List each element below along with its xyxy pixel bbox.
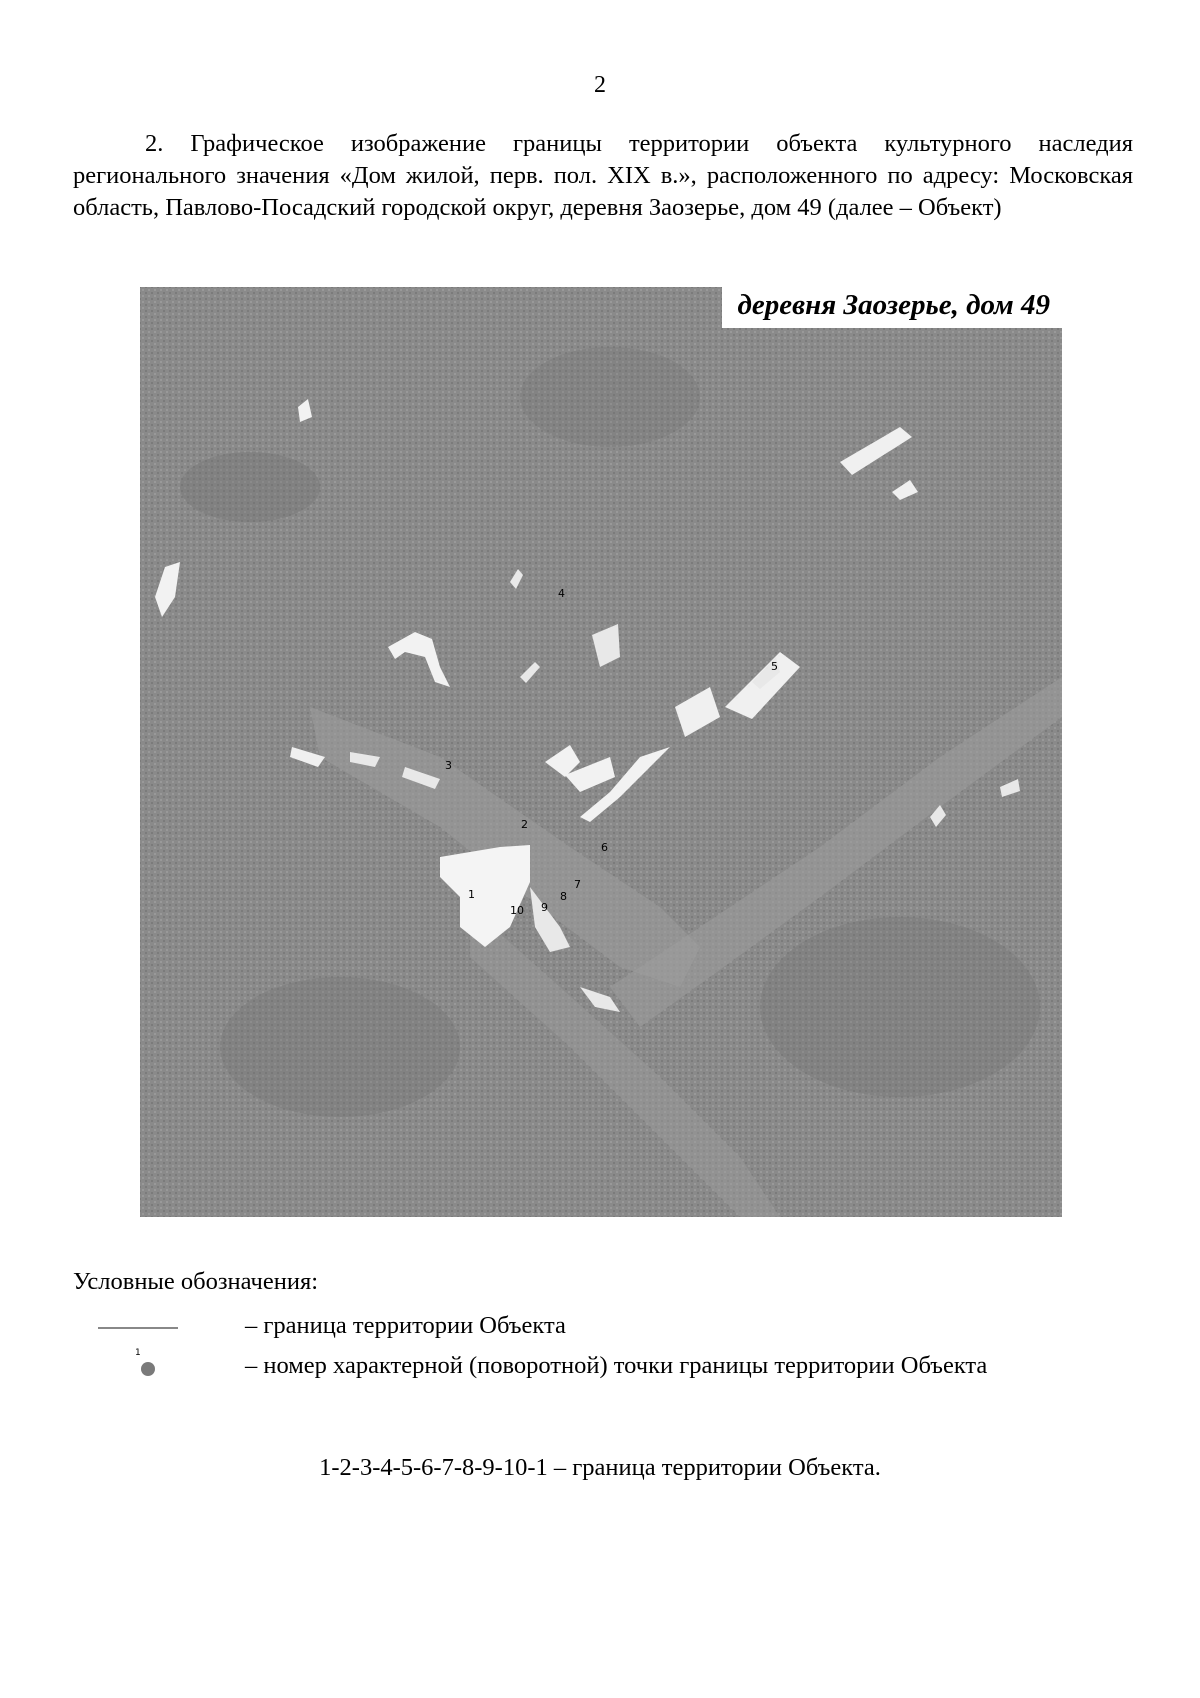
boundary-point-5: 5 bbox=[771, 660, 778, 673]
boundary-point-3: 3 bbox=[445, 759, 452, 772]
aerial-map bbox=[140, 287, 1062, 1217]
boundary-point-9: 9 bbox=[541, 901, 548, 914]
boundary-summary: 1-2-3-4-5-6-7-8-9-10-1 – граница территории Объекта. bbox=[319, 1454, 881, 1481]
page-number: 2 bbox=[594, 72, 606, 98]
boundary-point-6: 6 bbox=[601, 841, 608, 854]
boundary-point-symbol bbox=[98, 1350, 178, 1386]
boundary-point-8: 8 bbox=[560, 890, 567, 903]
boundary-point-1: 1 bbox=[468, 888, 475, 901]
boundary-point-7: 7 bbox=[574, 878, 581, 891]
boundary-line-symbol bbox=[98, 1310, 178, 1346]
legend-title: Условные обозначения: bbox=[73, 1268, 319, 1295]
legend-item-text: – номер характерной (поворотной) точки границы территории Объекта bbox=[245, 1352, 988, 1379]
boundary-point-4: 4 bbox=[558, 587, 565, 600]
legend-item-boundary-line bbox=[73, 1310, 1133, 1346]
point-symbol-number: 1 bbox=[135, 1348, 141, 1358]
map-imagery bbox=[140, 287, 1062, 1217]
boundary-point-10: 10 bbox=[510, 904, 524, 917]
boundary-point-2: 2 bbox=[521, 818, 528, 831]
legend-item-boundary-point bbox=[73, 1350, 1133, 1386]
intro-paragraph: 2. Графическое изображение границы территории объекта культурного наследия регионального значения «Дом жилой, перв. пол. XIX в.», расположенного по адресу: Московская область, Павлово-Посадский городской округ, деревня Заозерье, дом 49 (далее – Объект) bbox=[73, 130, 1133, 221]
point-dot-icon bbox=[141, 1362, 155, 1376]
map-title: деревня Заозерье, дом 49 bbox=[722, 287, 1062, 328]
legend-item-text: – граница территории Объекта bbox=[245, 1312, 566, 1339]
